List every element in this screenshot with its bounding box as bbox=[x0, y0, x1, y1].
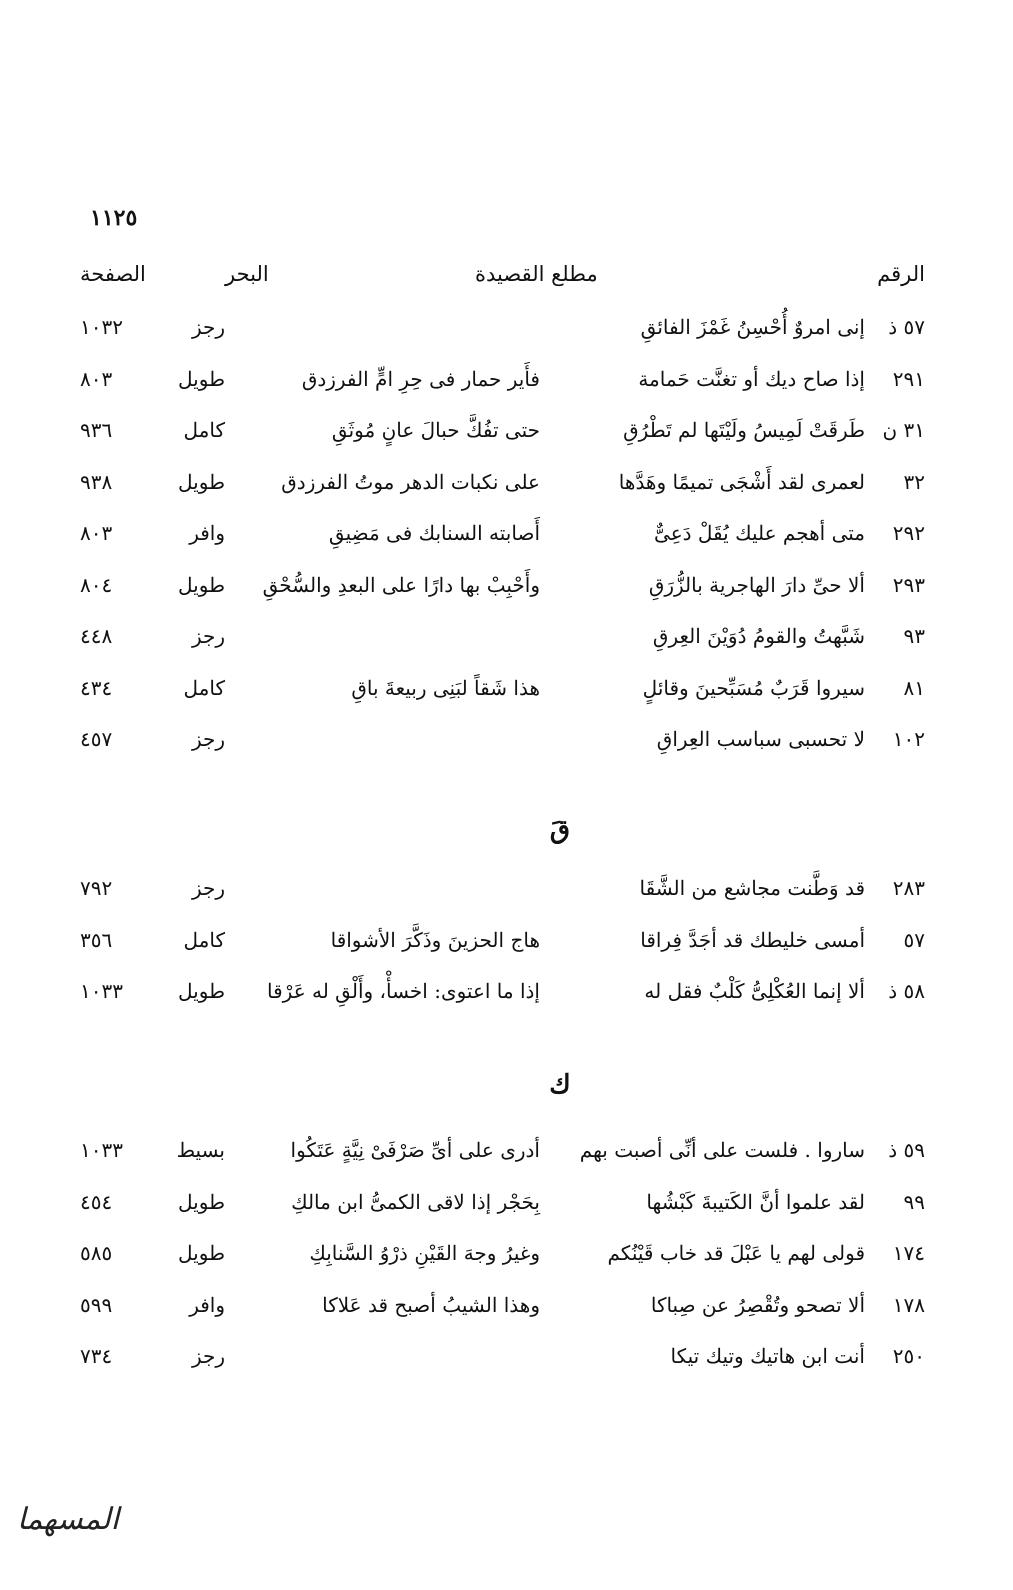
entry-page: ١٠٣٣ bbox=[80, 1138, 123, 1162]
index-row bbox=[80, 971, 925, 1023]
entry-meter: رجز bbox=[191, 1344, 225, 1368]
entry-number: ١٠٢ bbox=[892, 727, 925, 751]
index-row bbox=[80, 668, 925, 720]
verse-second-hemistich: وأَحْبِبْ بها دارًا على البعدِ والسُّحْقِ bbox=[262, 572, 540, 597]
entry-number: ١٧٨ bbox=[892, 1292, 925, 1317]
index-row bbox=[80, 359, 925, 411]
entry-meter: طويل bbox=[178, 469, 225, 494]
verse-first-hemistich: لقد علموا أنَّ الكَتيبةَ كَبْشُها bbox=[646, 1189, 865, 1214]
verse-first-hemistich: أنت ابن هاتيك وتيك تيكا bbox=[670, 1344, 865, 1368]
entry-number: ٣١ ن bbox=[882, 418, 925, 442]
page-number: ١١٢٥ bbox=[90, 205, 138, 231]
entry-number: ٥٨ ذ bbox=[888, 979, 925, 1003]
index-row bbox=[80, 1336, 925, 1388]
entry-page: ٧٣٤ bbox=[80, 1344, 113, 1368]
entry-page: ١٠٣٢ bbox=[80, 315, 123, 339]
index-row bbox=[80, 410, 925, 462]
entry-page: ٧٩٢ bbox=[80, 876, 113, 900]
entry-meter: رجز bbox=[191, 315, 225, 339]
entry-meter: طويل bbox=[178, 1189, 225, 1214]
index-row bbox=[80, 868, 925, 920]
entry-page: ٨٠٤ bbox=[80, 572, 113, 597]
verse-first-hemistich: شَبَّهتُ والقومُ دُوَيْنَ العِرقِ bbox=[652, 624, 865, 648]
index-row bbox=[80, 1182, 925, 1234]
entry-page: ٥٨٥ bbox=[80, 1241, 113, 1265]
entry-number: ٥٧ ذ bbox=[888, 315, 925, 339]
verse-first-hemistich: إنى امروٌ أُحْسِنُ غَمْزَ الفائقِ bbox=[640, 315, 865, 339]
entry-number: ٣٢ bbox=[903, 469, 925, 494]
entry-number: ٢٩٣ bbox=[892, 572, 925, 597]
entry-meter: كامل bbox=[183, 927, 225, 952]
entry-meter: رجز bbox=[191, 876, 225, 900]
entry-page: ٩٣٦ bbox=[80, 418, 113, 442]
entry-number: ٢٩٢ bbox=[892, 521, 925, 545]
verse-second-hemistich: وغيرُ وجهَ القَيْنِ ذرْوُ السَّنابِكِ bbox=[309, 1241, 540, 1265]
entry-meter: طويل bbox=[178, 979, 225, 1003]
index-row bbox=[80, 307, 925, 359]
entry-number: ٢٥٠ bbox=[892, 1344, 925, 1368]
entry-meter: كامل bbox=[183, 418, 225, 442]
entry-page: ٤٥٤ bbox=[80, 1189, 113, 1214]
index-row bbox=[80, 565, 925, 617]
entry-number: ٩٣ bbox=[903, 624, 925, 648]
verse-second-hemistich: بِحَجْر إذا لاقى الكمىُّ ابن مالكِ bbox=[291, 1189, 540, 1214]
verse-first-hemistich: طَرقَتْ لَمِيسُ ولَيْتَها لم تَطْرُقِ bbox=[623, 418, 865, 442]
entry-meter: وافر bbox=[189, 1292, 225, 1317]
index-row bbox=[80, 616, 925, 668]
verse-first-hemistich: لعمرى لقد أَشْجَى تميمًا وهَدَّها bbox=[618, 469, 865, 494]
entry-meter: بسيط bbox=[176, 1138, 225, 1162]
verse-first-hemistich: ألا حىِّ دارَ الهاجرية بالزُّرَقِ bbox=[648, 572, 865, 597]
verse-first-hemistich: لا تحسبى سباسب العِراقِ bbox=[656, 727, 865, 751]
entry-page: ٩٣٨ bbox=[80, 469, 113, 494]
entry-number: ٥٧ bbox=[903, 927, 925, 952]
entry-number: ٨١ bbox=[903, 675, 925, 700]
header-meter: البحر bbox=[225, 262, 269, 286]
entry-meter: وافر bbox=[189, 521, 225, 545]
index-row bbox=[80, 1285, 925, 1337]
entry-page: ٣٥٦ bbox=[80, 927, 113, 952]
entry-number: ٥٩ ذ bbox=[888, 1138, 925, 1162]
verse-second-hemistich: هذا شَقاً لبَنِى ربيعةَ باقِ bbox=[351, 675, 540, 700]
section-letter-qaf: قَ bbox=[549, 815, 571, 845]
verse-second-hemistich: أدرى على أىِّ صَرْفَىْ نِيَّةٍ عَتَكُوا bbox=[290, 1138, 540, 1162]
verse-first-hemistich: ساروا . فلست على أنِّى أصبت بهم bbox=[579, 1138, 865, 1162]
entry-number: ٢٨٣ bbox=[892, 876, 925, 900]
index-group-1 bbox=[80, 307, 925, 771]
header-number: الرقم bbox=[877, 262, 925, 286]
verse-first-hemistich: ألا إنما العُكْلِىُّ كَلْبٌ فقل له bbox=[644, 979, 865, 1003]
verse-first-hemistich: متى أهجم عليك يُقَلْ دَعِىٌّ bbox=[654, 521, 865, 545]
index-row bbox=[80, 1130, 925, 1182]
index-row bbox=[80, 513, 925, 565]
verse-first-hemistich: قولى لهم يا عَبْلَ قد خاب قَيْنُكم bbox=[607, 1241, 865, 1265]
entry-number: ٩٩ bbox=[903, 1189, 925, 1214]
entry-page: ٤٥٧ bbox=[80, 727, 113, 751]
header-title: مطلع القصيدة bbox=[475, 262, 598, 286]
entry-page: ٥٩٩ bbox=[80, 1292, 113, 1317]
verse-first-hemistich: سيروا قَرَبٌ مُسَبِّحينَ وقائلٍ bbox=[642, 675, 865, 700]
verse-second-hemistich: أَصابته السنابك فى مَضِيقِ bbox=[328, 521, 540, 545]
index-row bbox=[80, 1233, 925, 1285]
header-page: الصفحة bbox=[80, 262, 146, 286]
verse-first-hemistich: أمسى خليطك قد أجَدَّ فِراقا bbox=[640, 927, 865, 952]
verse-first-hemistich: قد وَطَّنت مجاشع من الشَّقَا bbox=[639, 876, 865, 900]
index-row bbox=[80, 719, 925, 771]
verse-second-hemistich: فأَير حمار فى حِرِ امٍّ الفرزدق bbox=[301, 366, 540, 391]
entry-page: ٤٣٤ bbox=[80, 675, 113, 700]
table-header bbox=[80, 262, 925, 302]
entry-number: ١٧٤ bbox=[892, 1241, 925, 1265]
entry-meter: طويل bbox=[178, 1241, 225, 1265]
section-letter-kaf: ك bbox=[549, 1070, 571, 1100]
index-group-3 bbox=[80, 1130, 925, 1388]
verse-second-hemistich: إذا ما اعتوى: اخسأْ، وأَلْقِ له عَرْقا bbox=[267, 979, 540, 1003]
verse-first-hemistich: إذا صاح ديك أو تغنَّت حَمامة bbox=[638, 366, 865, 391]
entry-page: ٨٠٣ bbox=[80, 366, 113, 391]
verse-first-hemistich: ألا تصحو وتُقْصِرُ عن صِباكا bbox=[650, 1292, 865, 1317]
entry-meter: كامل bbox=[183, 675, 225, 700]
verse-second-hemistich: هاج الحزينَ وذَكَّرَ الأشواقا bbox=[330, 927, 540, 952]
entry-meter: طويل bbox=[178, 572, 225, 597]
verse-second-hemistich: وهذا الشيبُ أصبح قد عَلاكا bbox=[322, 1292, 540, 1317]
entry-number: ٢٩١ bbox=[892, 366, 925, 391]
entry-meter: رجز bbox=[191, 624, 225, 648]
entry-page: ٤٤٨ bbox=[80, 624, 113, 648]
entry-meter: طويل bbox=[178, 366, 225, 391]
verse-second-hemistich: على نكبات الدهر موتُ الفرزدق bbox=[281, 469, 540, 494]
verse-second-hemistich: حتى تفُكَّ حبالَ عانٍ مُوثَقِ bbox=[331, 418, 540, 442]
entry-page: ١٠٣٣ bbox=[80, 979, 123, 1003]
index-row bbox=[80, 462, 925, 514]
index-row bbox=[80, 920, 925, 972]
library-stamp: المسهما bbox=[17, 1502, 119, 1537]
index-group-2 bbox=[80, 868, 925, 1023]
entry-page: ٨٠٣ bbox=[80, 521, 113, 545]
entry-meter: رجز bbox=[191, 727, 225, 751]
